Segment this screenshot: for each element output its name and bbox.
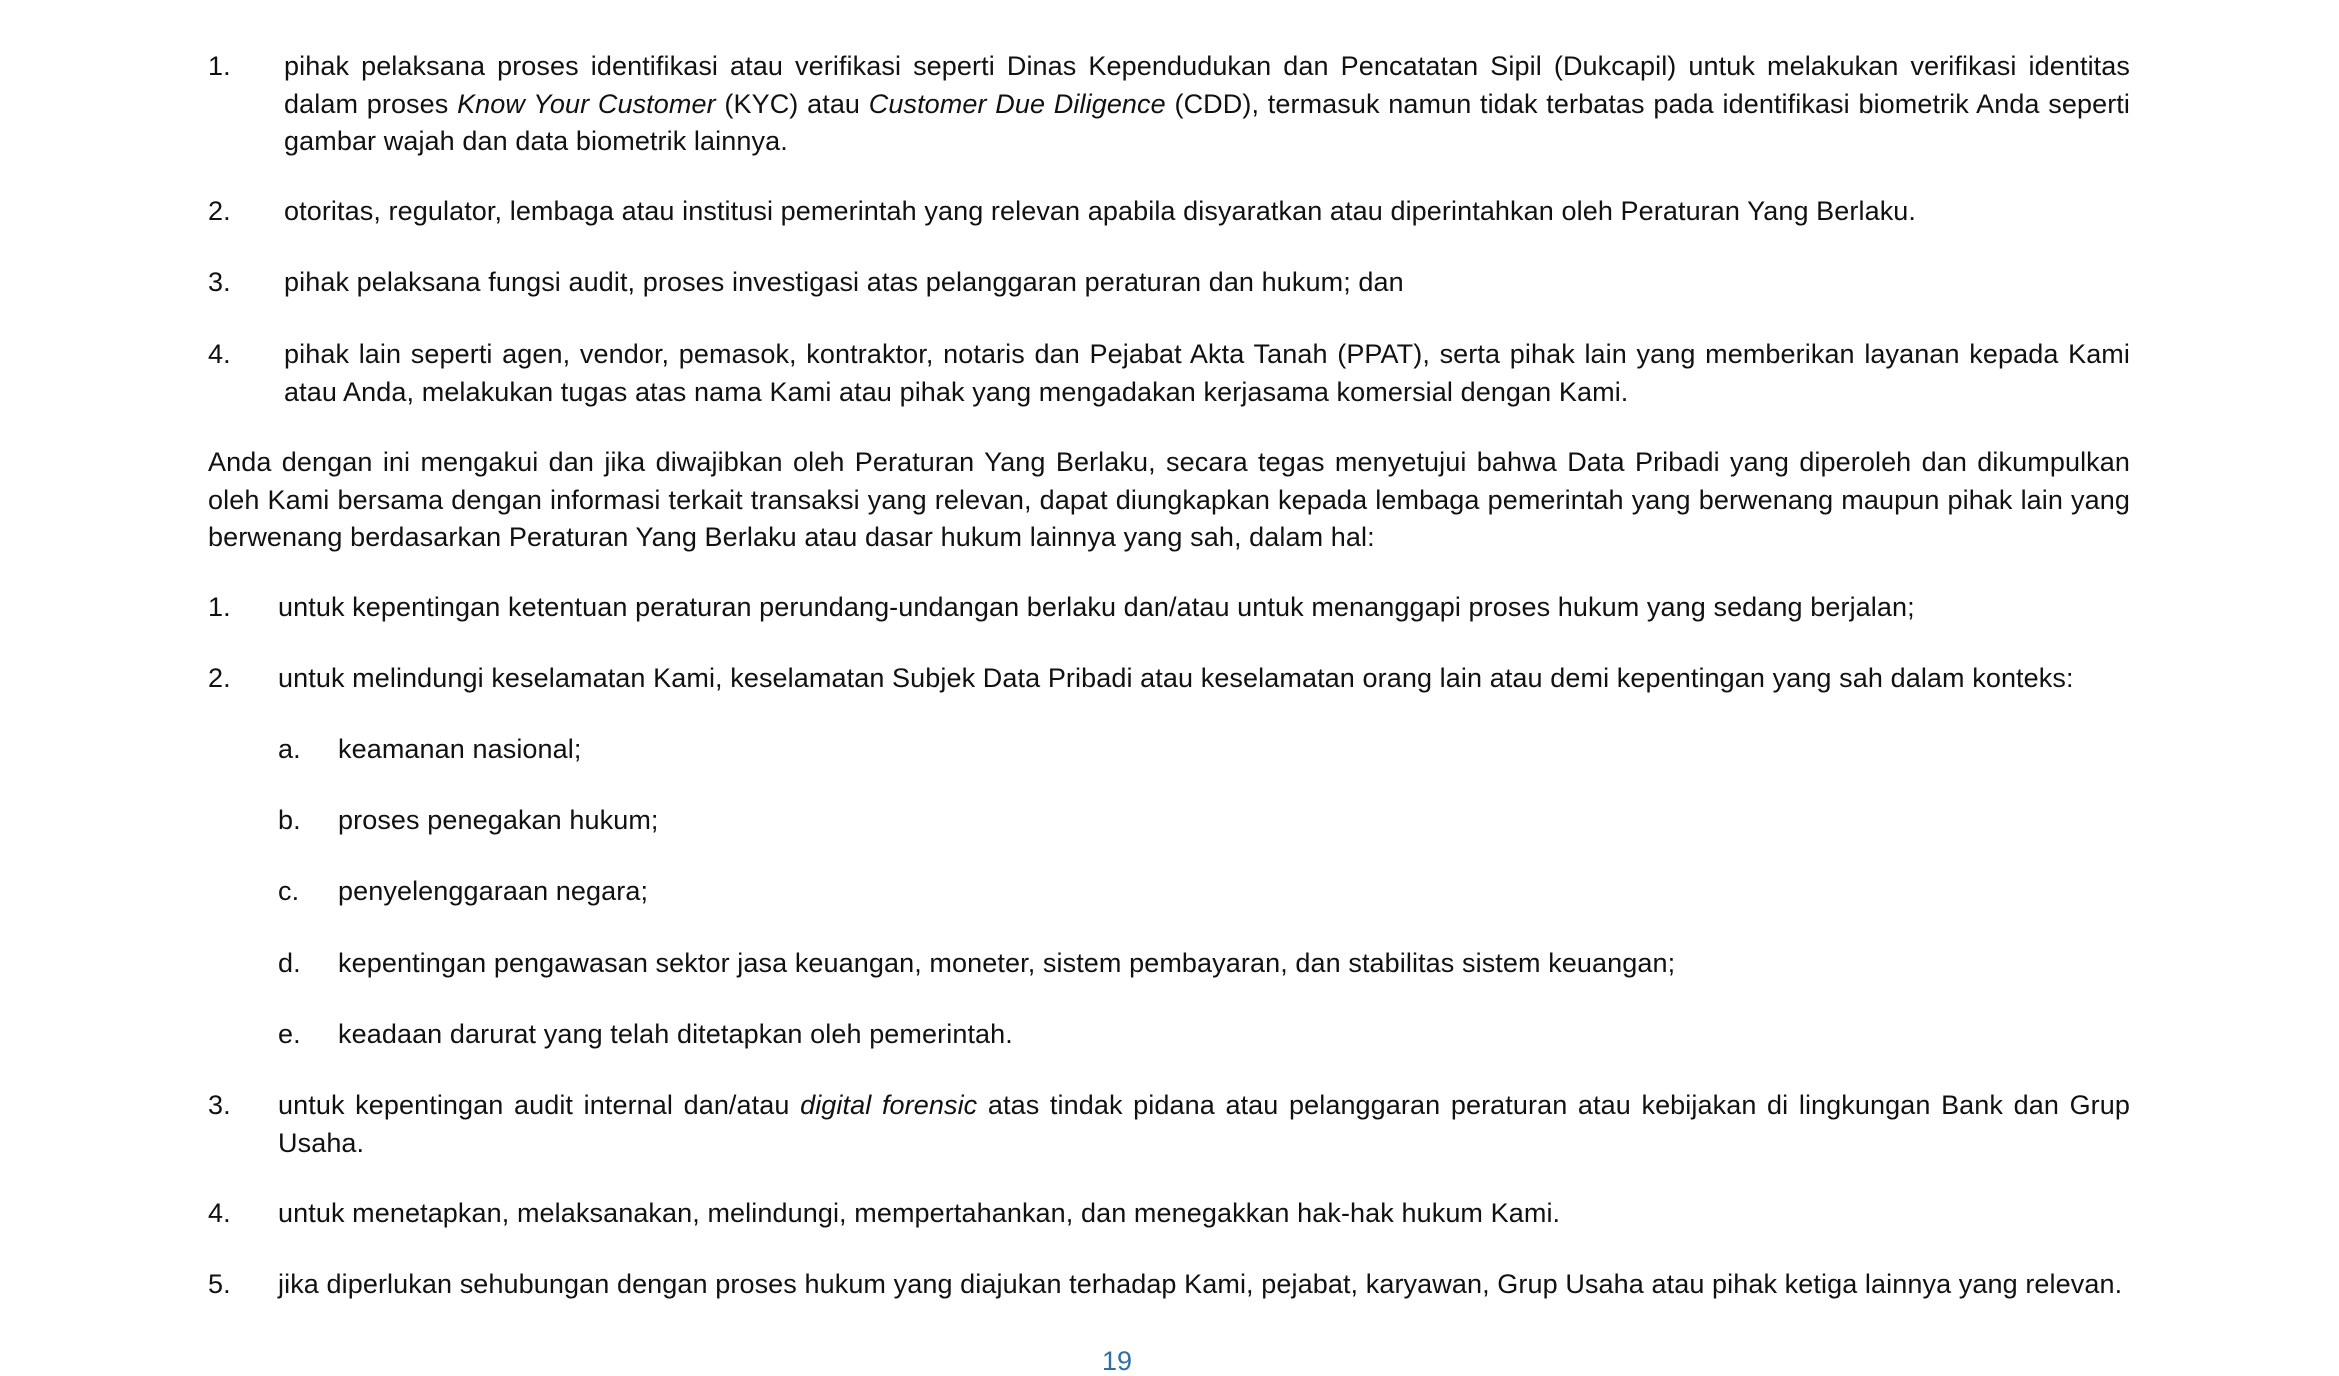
sub-list-item-text: keadaan darurat yang telah ditetapkan oleh pemerintah. bbox=[338, 1019, 1013, 1049]
sub-list-letter: d. bbox=[278, 948, 301, 978]
list-item-text: untuk melindungi keselamatan Kami, keselamatan Subjek Data Pribadi atau keselamatan orang lain atau demi kepentingan yang sah dalam konteks: bbox=[278, 663, 2074, 693]
list-number: 2. bbox=[208, 196, 231, 226]
list-item-text: otoritas, regulator, lembaga atau institusi pemerintah yang relevan apabila disyaratkan atau diperintahkan oleh Peraturan Yang Berlaku. bbox=[284, 196, 1917, 226]
sub-list-letter: e. bbox=[278, 1019, 301, 1049]
sub-list-item-text: kepentingan pengawasan sektor jasa keuangan, moneter, sistem pembayaran, dan stabilitas sistem keuangan; bbox=[338, 948, 1676, 978]
body-paragraph: Anda dengan ini mengakui dan jika diwajibkan oleh Peraturan Yang Berlaku, secara tegas menyetujui bahwa Data Pribadi yang diperoleh dan dikumpulkan oleh Kami bersama dengan informasi terkait transaksi yang relevan, dapat diungkapkan kepada lembaga pemerintah yang berwenang maupun pihak lain yang berwenang berdasarkan Peraturan Yang Berlaku atau dasar hukum lainnya yang sah, dalam hal: bbox=[208, 447, 2130, 552]
list-number: 5. bbox=[208, 1269, 231, 1299]
list-number: 1. bbox=[208, 51, 231, 81]
list-item-text: untuk menetapkan, melaksanakan, melindungi, mempertahankan, dan menegakkan hak-hak hukum Kami. bbox=[278, 1198, 1561, 1228]
sub-list-item-text: penyelenggaraan negara; bbox=[338, 876, 649, 906]
document-page bbox=[208, 0, 2132, 1362]
list-item-text: pihak lain seperti agen, vendor, pemasok, kontraktor, notaris dan Pejabat Akta Tanah (PPAT), serta pihak lain yang memberikan layanan kepada Kami atau Anda, melakukan tugas atas nama Kami atau pihak yang mengadakan kerjasama komersial dengan Kami. bbox=[284, 339, 2130, 407]
list-item-text: pihak pelaksana fungsi audit, proses investigasi atas pelanggaran peraturan dan hukum; dan bbox=[284, 267, 1404, 297]
list-number: 3. bbox=[208, 1090, 231, 1120]
sub-list-item-text: keamanan nasional; bbox=[338, 734, 582, 764]
list-number: 1. bbox=[208, 592, 231, 622]
list-number: 4. bbox=[208, 1198, 231, 1228]
list-item-text: jika diperlukan sehubungan dengan proses hukum yang diajukan terhadap Kami, pejabat, karyawan, Grup Usaha atau pihak ketiga lainnya yang relevan. bbox=[278, 1269, 2123, 1299]
list-item-text: untuk kepentingan ketentuan peraturan perundang-undangan berlaku dan/atau untuk menanggapi proses hukum yang sedang berjalan; bbox=[278, 592, 1915, 622]
list-number: 2. bbox=[208, 663, 231, 693]
sub-list-item-text: proses penegakan hukum; bbox=[338, 805, 659, 835]
list-item-text: untuk kepentingan audit internal dan/atau digital forensic atas tindak pidana atau pelanggaran peraturan atau kebijakan di lingkungan Bank dan Grup Usaha. bbox=[278, 1090, 2130, 1158]
list-number: 3. bbox=[208, 267, 231, 297]
sub-list-letter: b. bbox=[278, 805, 301, 835]
list-number: 4. bbox=[208, 339, 231, 369]
list-item-text: pihak pelaksana proses identifikasi atau verifikasi seperti Dinas Kependudukan dan Pencatatan Sipil (Dukcapil) untuk melakukan verifikasi identitas dalam proses Know Your Customer (KYC) atau Customer Due Diligence (CDD), termasuk namun tidak terbatas pada identifikasi biometrik Anda seperti gambar wajah dan data biometrik lainnya. bbox=[284, 51, 2130, 156]
sub-list-letter: a. bbox=[278, 734, 301, 764]
page-number: 19 bbox=[1102, 1346, 1133, 1376]
sub-list-letter: c. bbox=[278, 876, 300, 906]
